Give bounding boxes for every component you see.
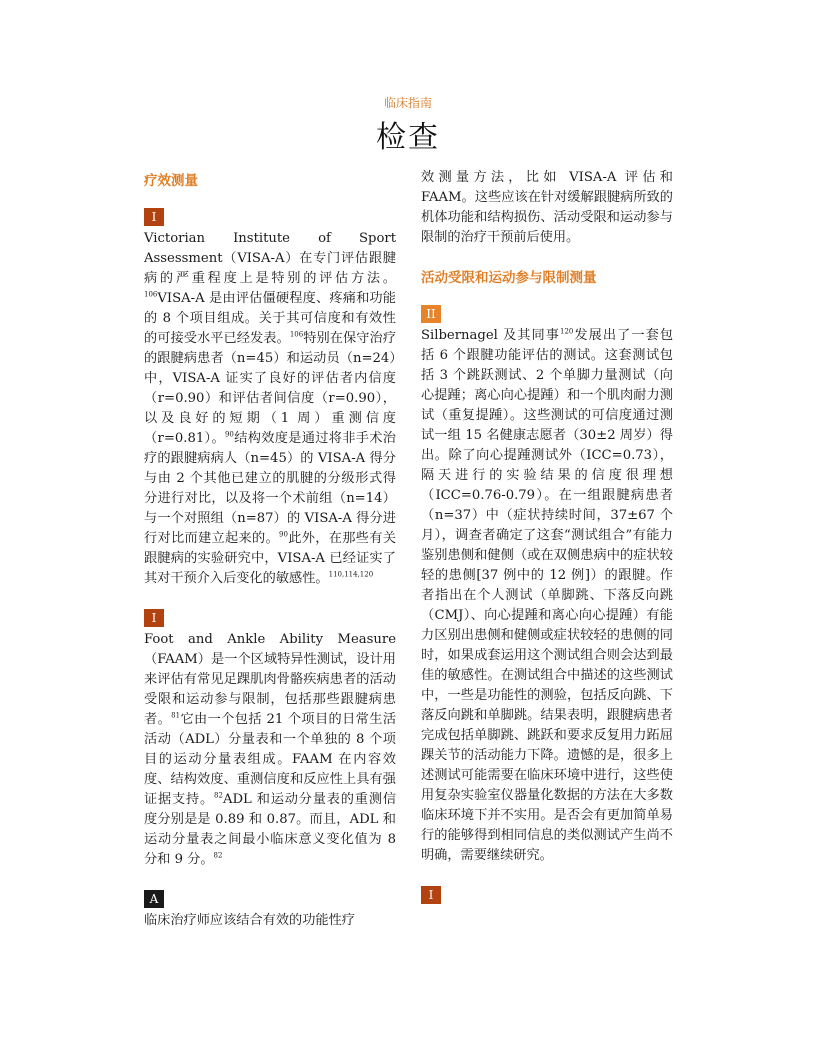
text-segment: 发展出了一套包括 6 个跟腱功能评估的测试。这套测试包括 3 个跳跃测试、2 个单脚力量测试（向心提踵；离心向心提踵）和一个肌肉耐力测试（重复提踵）。这些测试的可信度通过测试一组 15 名健康志愿者（30±2 周岁）得出。除了向心提踵测试外（ICC=0.73），隔天进行的实验结果的信度很理想（ICC=0.76-0.79）。在一组跟腱病患者（n=37）中（症状持续时间，37±67 个月），调查者确定了这套“测试组合”有能力鉴别患侧和健侧（或在双侧患病中的症状较轻的患侧[37 例中的 12 例]）的跟腱。作者指出在个人测试（单脚跳、下落反向跳（CMJ）、向心提踵和离心向心提踵）有能力区别出患侧和健侧或症状较轻的患侧的同时，如果成套运用这个测试组合则会达到最佳的敏感性。在测试组合中描述的这些测试中，一些是功能性的测验，包括反向跳、下落反向跳和单脚跳。结果表明，跟腱病患者完成包括单脚跳、跳跃和要求反复用力跖屈踝关节的活动能力下降。遗憾的是，很多上述测试可能需要在临床环境中进行，这些使用复杂实验室仪器量化数据的方法在大多数临床环境下并不实用。是否会有更加简单易行的能够得到相同信息的类似测试产生尚不明确，需要继续研究。 [421, 328, 674, 863]
text-segment: Silbernagel 及其同事 [421, 328, 561, 343]
text-segment: 临床治疗师应该结合有效的功能性疗 [144, 913, 355, 928]
paragraph-recommendation-continued: 效测量方法，比如 VISA-A 评估和 FAAM。这些应该在针对缓解跟腱病所致的机体功能和结构损伤、活动受限和运动参与限制的治疗干预前后使用。 [421, 170, 673, 245]
text-segment: 结构效度是通过将非手术治疗的跟腱病病人（n=45）的 VISA-A 得分与由 2 个其他已建立的肌腱的分级形式得分进行对比，以及将一个术前组（n=14）与一个对照组（n=87）的 VISA-A 得分进行对比而建立起来的。 [144, 431, 396, 546]
text-segment: 特别在保守治疗的跟腱病患者（n=45）和运动员（n=24）中，VISA-A 证实了良好的评估者内信度（r=0.90）和评估者间信度（r=0.90），以及良好的短期（1 周）重测信度（r=0.81）。 [144, 331, 397, 446]
citation-ref: 110,114,120 [328, 570, 374, 579]
evidence-grade-badge: I [144, 208, 164, 226]
citation-ref: 82 [214, 791, 223, 800]
left-column [144, 168, 396, 931]
section-heading-outcome-measures: 疗效测量 [144, 173, 198, 189]
paragraph-silbernagel [421, 326, 673, 866]
citation-ref: 106 [289, 330, 304, 339]
evidence-grade-wrap [144, 609, 396, 630]
evidence-grade-wrap [144, 890, 396, 911]
page-title: 检查 [376, 120, 440, 155]
evidence-grade-badge: II [421, 305, 441, 323]
text-segment: 它由一个包括 21 个项目的日常生活活动（ADL）分量表和一个单独的 8 个项目的运动分量表组成。FAAM 在内容效度、结构效度、重测信度和反应性上具有强证据支持。 [144, 712, 397, 807]
right-column [421, 168, 673, 907]
citation-ref: 90 [224, 430, 234, 439]
paragraph-recommendation [144, 911, 396, 931]
citation-ref: 81 [171, 711, 181, 720]
citation-ref: 82 [213, 851, 223, 860]
paragraph-visa-a [144, 229, 396, 589]
evidence-grade-wrap [144, 208, 396, 229]
citation-ref: 90 [279, 530, 288, 539]
section-heading-activity-limitation: 活动受限和运动参与限制测量 [421, 270, 597, 286]
citation-ref: 106 [144, 290, 158, 299]
text-segment: ADL 和运动分量表的重测信度分别是是 0.89 和 0.87。而且，ADL 和运动分量表之间最小临床意义变化值为 8 分和 9 分。 [144, 792, 397, 867]
evidence-grade-badge: I [421, 886, 441, 904]
text-segment: Victorian Institute of Sport Assessment（VISA-A）在专门评估跟腱病的严重程度上是特别的评估方法。 [144, 231, 396, 286]
paragraph-faam [144, 630, 396, 870]
evidence-grade-wrap [421, 886, 673, 907]
text-segment: 此外，在那些有关跟腱病的实验研究中，VISA-A 已经证实了其对干预介入后变化的敏感性。 [144, 531, 397, 586]
page-kicker: 临床指南 [383, 96, 432, 110]
evidence-grade-wrap [421, 305, 673, 326]
text-segment: Foot and Ankle Ability Measure（FAAM）是一个区域特异性测试，设计用来评估有常见足踝肌肉骨骼疾病患者的活动受限和运动参与限制，包括那些跟腱病患者。 [144, 632, 396, 727]
text-segment: VISA-A 是由评估僵硬程度、疼痛和功能的 8 个项目组成。关于其可信度和有效性的可接受水平已经发表。 [144, 291, 396, 346]
evidence-grade-badge: I [144, 609, 164, 627]
citation-ref: 120 [560, 327, 574, 336]
recommendation-grade-badge: A [144, 890, 164, 908]
